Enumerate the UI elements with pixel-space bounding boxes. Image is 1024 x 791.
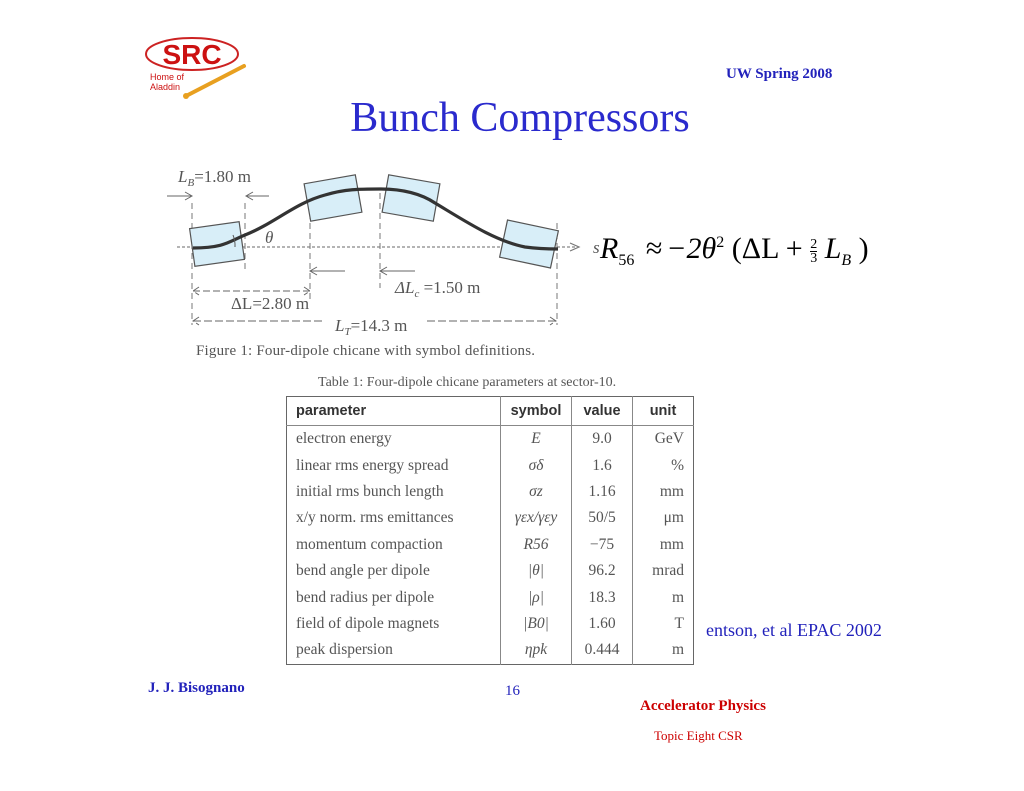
table-row: linear rms energy spread σδ 1.6 % — [287, 452, 694, 478]
table-row: peak dispersion ηpk 0.444 m — [287, 637, 694, 664]
logo-sub2: Aladdin — [150, 82, 181, 92]
table-row: initial rms bunch length σz 1.16 mm — [287, 479, 694, 505]
header-parameter: parameter — [287, 397, 501, 426]
chicane-figure — [165, 163, 615, 343]
theta-label: θ — [265, 228, 274, 247]
dl-label: ΔL=2.80 m — [231, 294, 310, 313]
table-row: x/y norm. rms emittances γεx/γεy 50/5 μm — [287, 505, 694, 531]
topic-title: Topic Eight CSR — [654, 728, 743, 743]
dipole-1 — [190, 222, 245, 267]
logo-text: SRC — [162, 39, 222, 70]
term-label: UW Spring 2008 — [726, 66, 833, 82]
parameter-table — [286, 396, 694, 665]
figure-caption: Figure 1: Four-dipole chicane with symbol definitions. — [196, 343, 536, 359]
table-row: momentum compaction R56 −75 mm — [287, 532, 694, 558]
table-caption: Table 1: Four-dipole chicane parameters at sector-10. — [318, 375, 617, 390]
header-symbol: symbol — [501, 397, 572, 426]
r56-formula: $R_{56} \approx -2\theta^2$ (ΔL + $\frac{2}{3}$ $L_B$ ) — [600, 232, 869, 269]
table-row: field of dipole magnets |B0| 1.60 T — [287, 611, 694, 637]
s-axis-label: s — [593, 238, 600, 257]
header-unit: unit — [633, 397, 694, 426]
page-number: 16 — [505, 683, 520, 699]
course-title: Accelerator Physics — [640, 698, 766, 714]
table-row: electron energy E 9.0 GeV — [287, 426, 694, 453]
table-row: bend angle per dipole |θ| 96.2 mrad — [287, 558, 694, 584]
table-row: bend radius per dipole |ρ| 18.3 m — [287, 584, 694, 610]
lb-label: $L_B=1.80$ m — [178, 167, 252, 189]
dipole-3 — [382, 175, 440, 221]
author-name: J. J. Bisognano — [148, 680, 245, 696]
logo-sub1: Home of — [150, 72, 185, 82]
citation-text: entson, et al EPAC 2002 — [706, 620, 882, 640]
dlc-label: $\Delta L_c =1.50$ m — [395, 278, 481, 300]
slide-title: Bunch Compressors — [350, 95, 690, 141]
lt-label: $L_T=14.3$ m — [335, 316, 408, 338]
header-value: value — [572, 397, 633, 426]
